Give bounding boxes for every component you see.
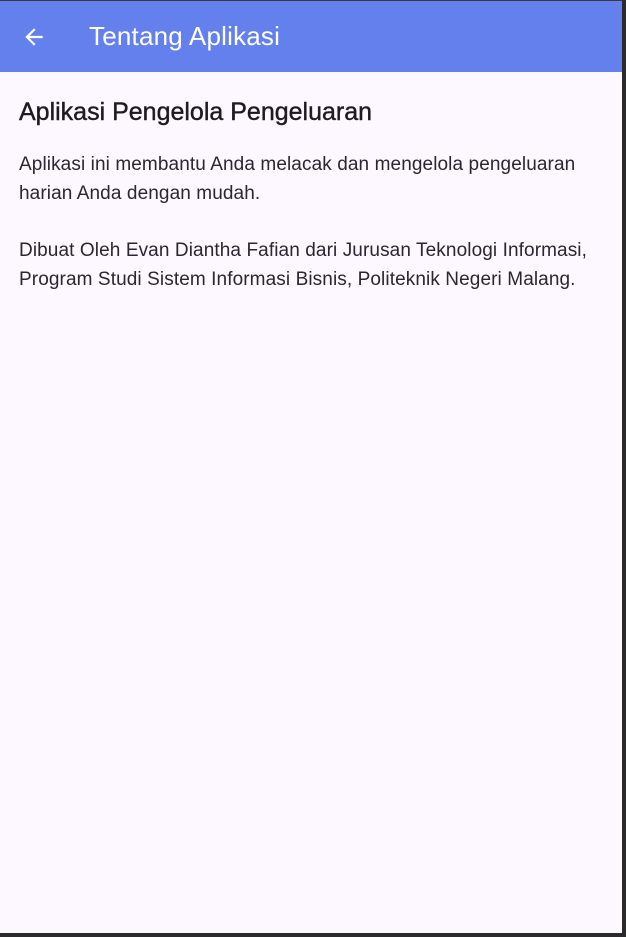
about-content [19, 94, 602, 294]
app-description: Aplikasi ini membantu Anda melacak dan mengelola pengeluaran harian Anda dengan mudah. [19, 154, 576, 204]
app-bar [0, 1, 622, 72]
arrow-back-icon [21, 24, 47, 50]
back-button[interactable] [14, 17, 54, 57]
page-title: Tentang Aplikasi [89, 21, 281, 51]
app-name-heading: Aplikasi Pengelola Pengeluaran [19, 98, 373, 126]
app-credits: Dibuat Oleh Evan Diantha Fafian dari Jurusan Teknologi Informasi, Program Studi Sistem Informasi Bisnis, Politeknik Negeri Malang. [19, 240, 588, 290]
